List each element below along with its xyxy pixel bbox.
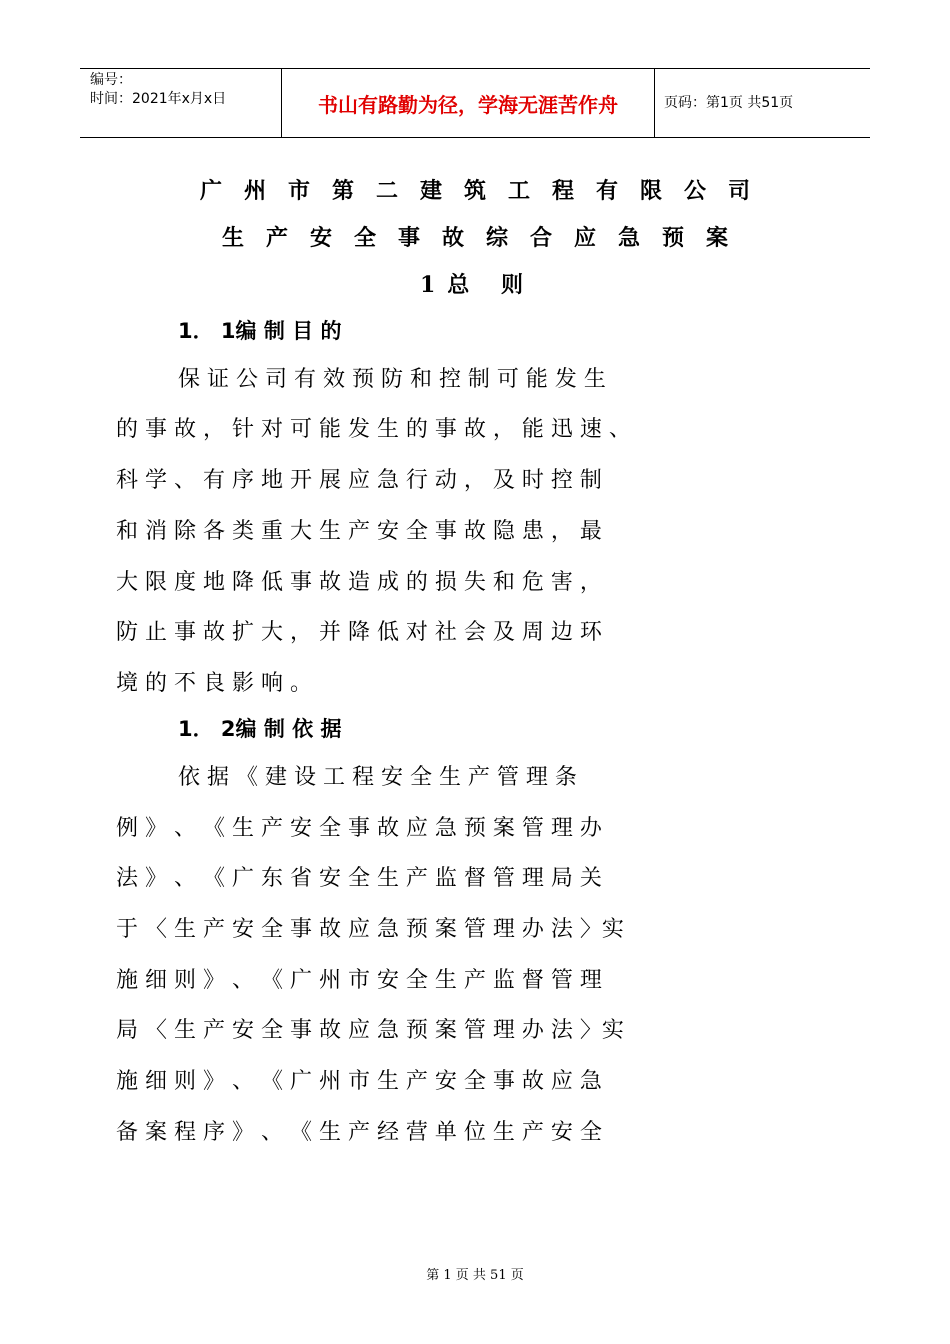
para2-line: 依 据 《 建 设 工 程 安 全 生 产 管 理 条: [178, 765, 577, 790]
header-page-cell: [654, 69, 870, 137]
company-title: 广州市第二建筑工程有限公司: [200, 178, 773, 204]
motto-text: 书山有路勤为径，学海无涯苦作舟: [318, 92, 618, 117]
time-label: 时间：2021年x月x日: [90, 91, 227, 107]
header-meta-cell: [80, 69, 280, 137]
section-1-1-heading: 1． 1编 制 目 的: [178, 319, 342, 343]
para2-line: 于 〈 生 产 安 全 事 故 应 急 预 案 管 理 办 法 〉实: [116, 917, 624, 942]
para1-line: 的 事 故 ， 针 对 可 能 发 生 的 事 故 ， 能 迅 速 、: [116, 417, 631, 442]
para2-line: 施 细 则 》 、 《 广 州 市 安 全 生 产 监 督 管 理: [116, 968, 602, 993]
page-footer: 第 1 页 共 51 页: [426, 1268, 524, 1283]
para2-line: 施 细 则 》 、 《 广 州 市 生 产 安 全 事 故 应 急: [116, 1069, 602, 1094]
para2-line: 例 》 、 《 生 产 安 全 事 故 应 急 预 案 管 理 办: [116, 816, 602, 841]
para1-line: 境 的 不 良 影 响 。: [116, 671, 312, 696]
para2-line: 法 》 、 《 广 东 省 安 全 生 产 监 督 管 理 局 关: [116, 866, 602, 891]
para1-line: 和 消 除 各 类 重 大 生 产 安 全 事 故 隐 患 ， 最: [116, 519, 602, 544]
header-motto-cell: [281, 69, 655, 137]
para2-line: 局 〈 生 产 安 全 事 故 应 急 预 案 管 理 办 法 〉实: [116, 1018, 624, 1043]
page-info: 页码：第1页 共51页: [664, 95, 794, 111]
chapter-title: 1总 则: [420, 272, 535, 298]
section-1-2-heading: 1． 2编 制 依 据: [178, 717, 342, 741]
para2-line: 备 案 程 序 》 、 《 生 产 经 营 单 位 生 产 安 全: [116, 1120, 602, 1145]
para1-line: 大 限 度 地 降 低 事 故 造 成 的 损 失 和 危 害 ，: [116, 570, 602, 595]
plan-title: 生产安全事故综合应急预案: [222, 225, 751, 251]
code-label: 编号：: [90, 72, 132, 88]
para1-line: 科 学 、 有 序 地 开 展 应 急 行 动 ， 及 时 控 制: [116, 468, 602, 493]
para1-line: 防 止 事 故 扩 大 ， 并 降 低 对 社 会 及 周 边 环: [116, 620, 602, 645]
para1-line: 保 证 公 司 有 效 预 防 和 控 制 可 能 发 生: [178, 367, 606, 392]
document-header: [80, 68, 870, 138]
